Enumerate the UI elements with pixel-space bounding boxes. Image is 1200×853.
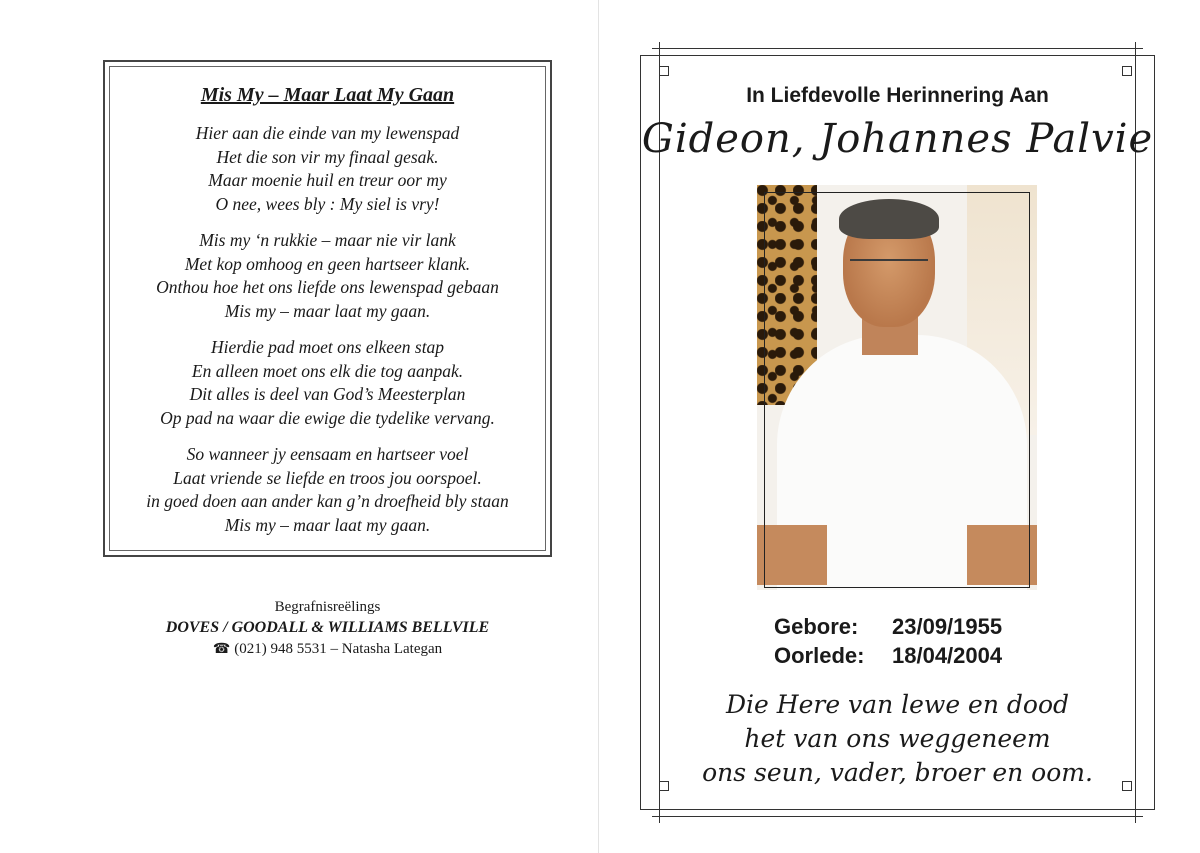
- memorial-heading: In Liefdevolle Herinnering Aan: [746, 84, 1049, 107]
- poem-line: Maar moenie huil en treur oor my: [208, 170, 447, 190]
- poem-line: Mis my – maar laat my gaan.: [224, 300, 431, 321]
- born-label: Gebore:: [774, 614, 859, 639]
- born-date: 23/09/1955: [892, 614, 1003, 639]
- poem-title: Mis My – Maar Laat My Gaan: [200, 84, 455, 106]
- poem-line: Met kop omhoog en geen hartseer klank.: [184, 253, 471, 274]
- funeral-company: DOVES / GOODALL & WILLIAMS BELLVILE: [165, 619, 490, 636]
- verse-line: het van ons weggeneem: [744, 724, 1051, 753]
- poem-line: Hierdie pad moet ons elkeen stap: [210, 337, 445, 357]
- life-dates: [774, 612, 1002, 670]
- verse-line: ons seun, vader, broer en oom.: [702, 758, 1093, 787]
- poem-line: En alleen moet ons elk die tog aanpak.: [191, 360, 464, 381]
- poem-stanza-3: [105, 336, 550, 430]
- page-fold: [598, 0, 599, 853]
- funeral-phone: [103, 639, 552, 660]
- poem-line: Dit alles is deel van God’s Meesterplan: [189, 384, 466, 404]
- poem-line: O nee, wees bly : My siel is vry!: [215, 193, 440, 214]
- portrait-photo-border: [764, 192, 1030, 588]
- died-date: 18/04/2004: [892, 643, 1003, 668]
- memorial-verse: [640, 688, 1155, 790]
- died-label: Oorlede:: [774, 643, 865, 668]
- poem-line: Laat vriende se liefde en troos jou oorspoel.: [173, 467, 482, 488]
- frame-corner-ornament: [1122, 66, 1132, 76]
- poem-stanza-1: [105, 122, 550, 216]
- poem-line: So wanneer jy eensaam en hartseer voel: [186, 444, 469, 464]
- telephone-icon: ☎: [212, 642, 231, 657]
- poem-line: Onthou hoe het ons liefde ons lewenspad gebaan: [156, 277, 499, 297]
- funeral-label: Begrafnisreëlings: [274, 599, 381, 615]
- poem-line: in goed doen aan ander kan g’n droefheid bly staan: [146, 491, 509, 511]
- poem-box: [103, 60, 552, 557]
- poem-stanza-2: [105, 229, 550, 323]
- poem-line: Mis my ‘n rukkie – maar nie vir lank: [199, 230, 456, 250]
- born-row: [774, 612, 1002, 641]
- verse-line: Die Here van lewe en dood: [725, 690, 1070, 719]
- deceased-name: Gideon, Johannes Palvie: [641, 116, 1154, 162]
- poem-stanza-4: [105, 443, 550, 537]
- poem-line: Het die son vir my finaal gesak.: [216, 146, 439, 167]
- poem-line: Hier aan die einde van my lewenspad: [195, 123, 460, 143]
- funeral-arrangements: [103, 598, 552, 660]
- poem-line: Mis my – maar laat my gaan.: [224, 514, 431, 535]
- funeral-phone-text: (021) 948 5531 – Natasha Lategan: [234, 641, 443, 657]
- poem-line: Op pad na waar die ewige die tydelike vervang.: [160, 407, 495, 428]
- died-row: [774, 641, 1002, 670]
- frame-corner-ornament: [659, 66, 669, 76]
